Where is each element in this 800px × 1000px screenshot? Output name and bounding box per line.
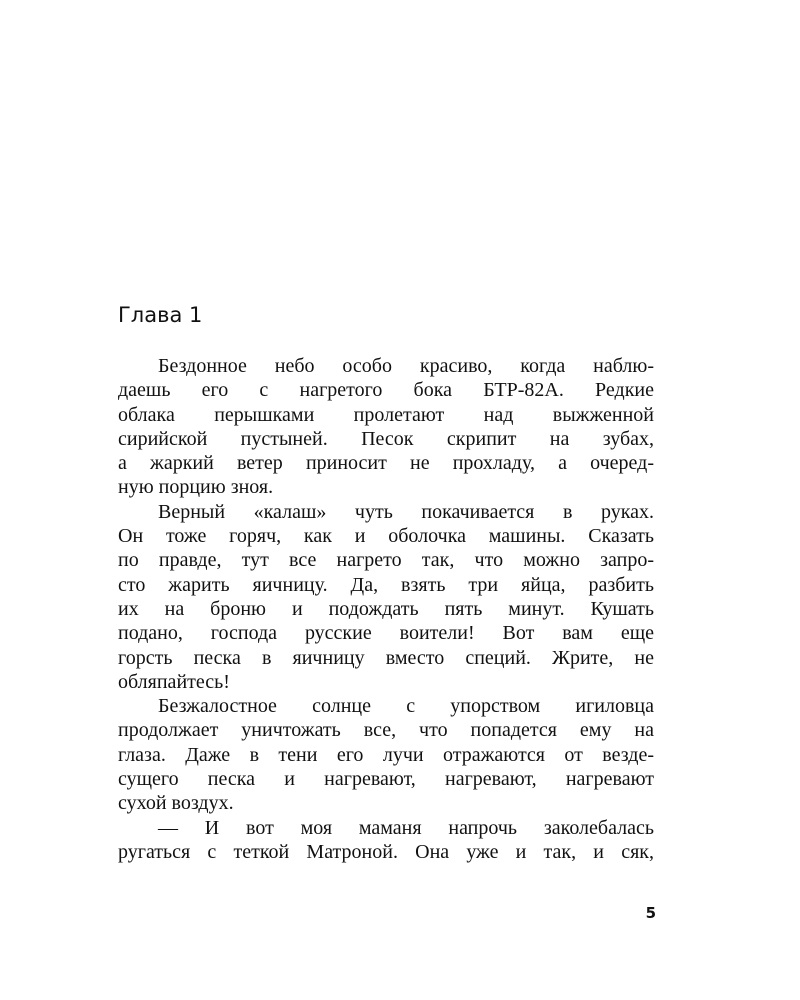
text-line: по правде, тут все нагрето так, что можно запро- (118, 549, 654, 572)
text-line: Он тоже горяч, как и оболочка машины. Сказать (118, 525, 654, 548)
text-line: даешь его с нагретого бока БТР-82А. Редкие (118, 379, 654, 402)
text-line: ную порцию зноя. (118, 476, 274, 499)
text-line: ругаться с теткой Матроной. Она уже и так, и сяк, (118, 840, 654, 863)
text-line: сущего песка и нагревают, нагревают, нагревают (118, 768, 654, 791)
text-line: Безжалостное солнце с упорством игиловца (158, 695, 654, 718)
text-line: обляпайтесь! (118, 670, 230, 693)
text-line: Бездонное небо особо красиво, когда наблю- (158, 355, 654, 377)
page-number: 5 (645, 904, 656, 922)
text-line: сухой воздух. (118, 792, 234, 815)
text-line: сирийской пустыней. Песок скрипит на зубах, (118, 427, 654, 450)
text-line: подано, господа русские воители! Вот вам еще (118, 622, 654, 645)
text-line: глаза. Даже в тени его лучи отражаются от везде- (118, 743, 654, 766)
text-line: горсть песка в яичницу вместо специй. Жрите, не (118, 646, 654, 669)
text-line: их на броню и подождать пять минут. Кушать (118, 597, 654, 620)
text-line: — И вот моя маманя напрочь заколебалась (158, 816, 654, 839)
text-line: облака перышками пролетают над выжженной (118, 403, 654, 426)
text-line: Верный «калаш» чуть покачивается в руках. (158, 500, 654, 523)
text-line: сто жарить яичницу. Да, взять три яйца, разбить (118, 573, 654, 596)
chapter-title: Глава 1 (118, 303, 203, 327)
text-line: продолжает уничтожать все, что попадется ему на (118, 719, 654, 742)
text-line: а жаркий ветер приносит не прохладу, а очеред- (118, 452, 654, 475)
chapter-body (118, 354, 654, 864)
